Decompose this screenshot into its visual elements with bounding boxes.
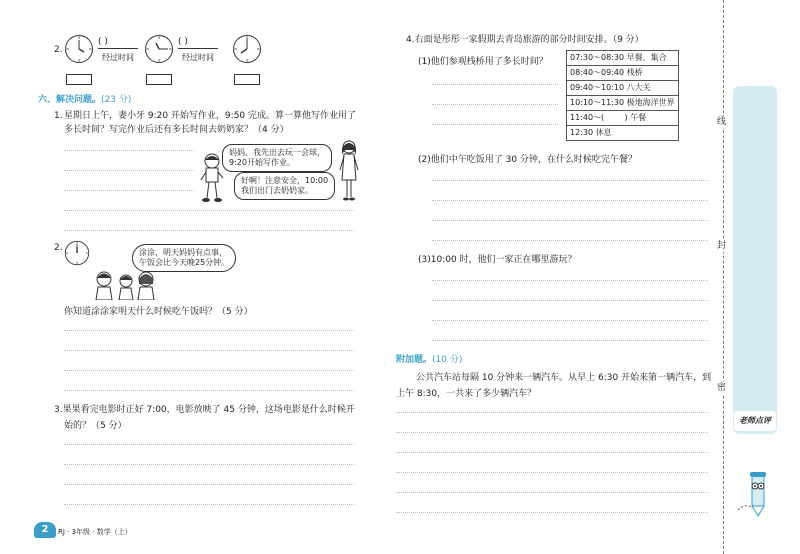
bonus-score: (10 分) [432, 355, 463, 365]
schedule-event: 八大关 [626, 83, 651, 92]
schedule-time: 10:10～11:30 [570, 98, 625, 107]
answer-line[interactable] [64, 230, 354, 231]
schedule-time: 09:40～10:10 [570, 83, 625, 92]
answer-line[interactable] [396, 492, 708, 493]
page-number-badge [34, 522, 56, 538]
schedule-cell [567, 51, 679, 66]
bubble-kid-line2: 9:20开始写作业。 [229, 158, 295, 167]
schedule-event: 早餐、集合 [626, 53, 667, 62]
p2-question: 你知道涂涂家明天什么时候吃午饭吗？（5 分） [64, 307, 253, 317]
answer-line[interactable] [432, 300, 708, 301]
answer-line[interactable] [432, 320, 708, 321]
table-row [567, 66, 679, 81]
p1-text-line2: 多长时间？写完作业后还有多长时间去奶奶家？（4 分） [64, 125, 289, 135]
answer-line[interactable] [396, 452, 708, 453]
p4-q1: (1)他们参观栈桥用了多长时间？ [418, 57, 548, 67]
answer-line[interactable] [64, 444, 354, 445]
schedule-cell [567, 126, 679, 141]
bubble-mom-line2: 我们出门去奶奶家。 [241, 186, 313, 195]
section-score: (23 分) [101, 95, 132, 105]
answer-line[interactable] [432, 280, 708, 281]
answer-line[interactable] [64, 464, 354, 465]
schedule-time: 12:30 [570, 128, 594, 137]
schedule-time: 11:40～( ) [570, 113, 628, 122]
teacher-comment-label: 老师点评 [739, 416, 771, 425]
bonus-line1: 公共汽车站每隔 10 分钟来一辆汽车。从早上 6:30 开始来第一辆汽车，到 [416, 373, 712, 383]
clock-icon [64, 34, 94, 64]
bubble-family-line2: 午饭会比今天晚25分钟。 [139, 258, 230, 267]
footer-text: RJ · 3年级 · 数学（上） [58, 528, 132, 536]
section-title-text: 六、解决问题。 [38, 95, 102, 105]
table-row [567, 111, 679, 126]
schedule-event: 午餐 [630, 113, 647, 122]
schedule-event: 极地海洋世界 [626, 98, 675, 107]
page-number: 2 [41, 524, 49, 535]
clock-icon [64, 240, 90, 266]
pencil-mascot-icon [734, 470, 774, 518]
answer-line[interactable] [432, 200, 708, 201]
bonus-line2: 上午 8:30，一共来了多少辆汽车？ [396, 389, 537, 399]
answer-line[interactable] [432, 104, 558, 105]
answer-line[interactable] [64, 210, 354, 211]
speech-bubble-family [132, 244, 236, 272]
table-row [567, 96, 679, 111]
answer-line[interactable] [64, 504, 354, 505]
arrow-label-1: 经过时间 [102, 53, 134, 62]
family-illustration [94, 270, 158, 300]
binding-char-top: 线 [717, 117, 727, 127]
bubble-kid-line1: 妈妈，我先出去玩一会球， [229, 148, 325, 157]
teacher-label-box [733, 410, 777, 432]
answer-line[interactable] [64, 370, 354, 371]
p4-q3: (3)10:00 时，他们一家正在哪里游玩？ [418, 255, 577, 265]
p2-number: 2. [54, 243, 63, 253]
answer-line[interactable] [396, 472, 708, 473]
answer-line[interactable] [432, 180, 708, 181]
schedule-time: 08:40～09:40 [570, 68, 625, 77]
answer-line[interactable] [64, 330, 354, 331]
speech-bubble-kid [222, 144, 332, 172]
answer-line[interactable] [64, 484, 354, 485]
mother-illustration [338, 140, 360, 202]
answer-box-2[interactable] [146, 74, 172, 85]
answer-line[interactable] [432, 84, 558, 85]
p3-line2: 始的？（5 分） [64, 421, 127, 431]
bonus-title-text: 附加题。 [396, 355, 433, 365]
answer-line[interactable] [64, 390, 354, 391]
arrow-blank-2: ( ) [178, 37, 188, 47]
p1-text-line1: 星期日上午，妻小牙 9:20 开始写作业，9:50 完成。算一算他写作业用了 [64, 111, 357, 121]
answer-line[interactable] [396, 512, 708, 513]
q2-number: 2. [54, 45, 63, 55]
teacher-comment-panel[interactable] [733, 86, 777, 434]
answer-line[interactable] [396, 432, 708, 433]
schedule-time: 07:30～08:30 [570, 53, 625, 62]
bubble-family-line1: 涂涂，明天妈妈有点事， [139, 248, 227, 257]
arrow-blank-1: ( ) [98, 37, 108, 47]
schedule-event: 休息 [595, 128, 612, 137]
table-row [567, 126, 679, 141]
clock-icon [144, 34, 174, 64]
p4-q2: (2)他们中午吃饭用了 30 分钟，在什么时候吃完午餐？ [418, 155, 637, 165]
table-row [567, 51, 679, 66]
table-row [567, 81, 679, 96]
answer-line[interactable] [432, 124, 558, 125]
schedule-cell [567, 66, 679, 81]
time-arrow-2 [178, 48, 218, 49]
binding-line [723, 0, 724, 554]
arrow-label-2: 经过时间 [182, 53, 214, 62]
answer-box-1[interactable] [66, 74, 92, 85]
p3-line1: 3.果果看完电影时正好 7:00，电影放映了 45 分钟，这场电影是什么时候开 [54, 405, 355, 415]
bubble-mom-line1: 好啊！注意安全，10:00 [241, 176, 329, 185]
answer-line[interactable] [64, 350, 354, 351]
schedule-cell [567, 81, 679, 96]
answer-line[interactable] [64, 170, 194, 171]
schedule-event: 栈桥 [626, 68, 643, 77]
speech-bubble-mom [234, 172, 335, 200]
binding-char-mid: 封 [717, 241, 727, 251]
binding-char-bottom: 密 [717, 383, 727, 393]
answer-box-3[interactable] [234, 74, 260, 85]
answer-line[interactable] [432, 340, 708, 341]
bonus-title [396, 354, 462, 366]
p1-number: 1. [54, 111, 63, 121]
answer-line[interactable] [432, 220, 708, 221]
answer-line[interactable] [64, 190, 194, 191]
answer-line[interactable] [432, 240, 708, 241]
schedule-cell [567, 96, 679, 111]
answer-line[interactable] [396, 412, 708, 413]
p4-title: 4.右面是彤彤一家假期去青岛旅游的部分时间安排。（9 分） [406, 35, 644, 45]
clock-icon [232, 34, 262, 64]
schedule-cell [567, 111, 679, 126]
schedule-table [566, 50, 679, 141]
section-title [38, 94, 131, 106]
time-arrow-1 [98, 48, 138, 49]
answer-line[interactable] [64, 150, 194, 151]
